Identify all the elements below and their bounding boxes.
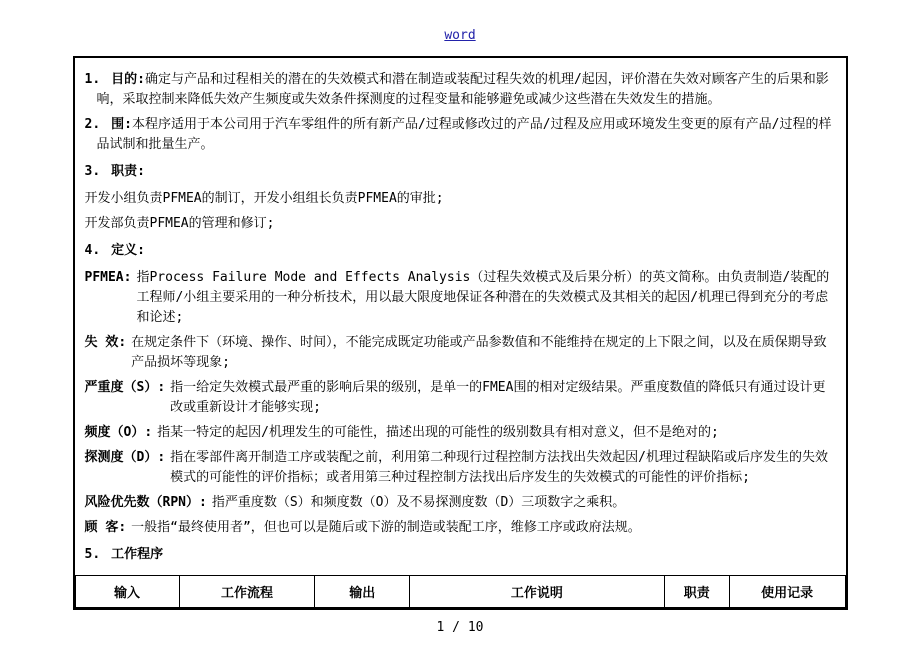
definition-severity: [75, 378, 846, 418]
table-header-work-description: 工作说明: [410, 576, 664, 608]
definition-occurrence-text: 指某一特定的起因/机理发生的可能性，描述出现的可能性的级别数具有相对意义，但不是绝对的;: [157, 425, 719, 440]
section-3-line-2: 开发部负责PFMEA的管理和修订;: [84, 216, 275, 231]
section-2-label: 围:: [111, 117, 132, 132]
definition-detection-term: 探测度（D）:: [84, 450, 166, 465]
section-1-purpose: [75, 70, 846, 110]
section-3-heading: [75, 162, 846, 182]
definition-failure: [75, 333, 846, 373]
table-header-workflow: 工作流程: [179, 576, 315, 608]
definition-failure-term: 失 效:: [84, 335, 127, 350]
work-procedure-table: [75, 575, 846, 608]
definition-rpn-term: 风险优先数（RPN）:: [84, 495, 207, 510]
section-4-heading: [75, 241, 846, 261]
section-1-number: 1.: [84, 72, 101, 87]
table-header-row: [75, 576, 845, 608]
section-2-scope: [75, 115, 846, 155]
definition-occurrence: [75, 423, 846, 443]
table-header-output: 输出: [315, 576, 410, 608]
section-2-text: 本程序适用于本公司用于汽车零组件的所有新产品/过程或修改过的产品/过程及应用或环境发生变更的原有产品/过程的样品试制和批量生产。: [96, 117, 832, 152]
section-3-number: 3.: [84, 164, 101, 179]
header: [0, 0, 920, 43]
definition-severity-text: 指一给定失效模式最严重的影响后果的级别，是单一的FMEA围的相对定级结果。严重度数值的降低只有通过设计更改或重新设计才能够实现;: [170, 380, 826, 415]
section-5-heading: [75, 545, 846, 565]
section-2-number: 2.: [84, 117, 101, 132]
section-5-label: 工作程序: [111, 547, 164, 562]
document-frame: [73, 56, 848, 610]
definition-customer: [75, 518, 846, 538]
section-1-text: 确定与产品和过程相关的潜在的失效模式和潜在制造或装配过程失效的机理/起因，评价潜在失效对顾客产生的后果和影响，采取控制来降低失效产生频度或失效条件探测度的过程变量和能够避免或减少这些潜在失效发生的措施。: [96, 72, 829, 107]
definition-rpn-text: 指严重度数（S）和频度数（O）及不易探测度数（D）三项数字之乘积。: [211, 495, 626, 510]
section-4-label: 定义:: [111, 243, 145, 258]
definition-customer-term: 顾 客:: [84, 520, 127, 535]
section-3-line-1: 开发小组负责PFMEA的制订，开发小组组长负责PFMEA的审批;: [84, 191, 444, 206]
table-header-input: 输入: [75, 576, 179, 608]
definition-rpn: [75, 493, 846, 513]
section-1-label: 目的:: [111, 72, 145, 87]
definition-failure-text: 在规定条件下（环境、操作、时间），不能完成既定功能或产品参数值和不能维持在规定的上下限之间，以及在质保期导致产品损坏等现象;: [131, 335, 827, 370]
definition-detection: [75, 448, 846, 488]
table-header-responsibility: 职责: [664, 576, 729, 608]
definition-customer-text: 一般指“最终使用者”，但也可以是随后或下游的制造或装配工序，维修工序或政府法规。: [131, 520, 641, 535]
page-number: 1 / 10: [436, 620, 484, 635]
section-3-label: 职责:: [111, 164, 145, 179]
section-4-number: 4.: [84, 243, 101, 258]
section-5-number: 5.: [84, 547, 101, 562]
definition-severity-term: 严重度（S）:: [84, 380, 166, 395]
table-header-records: 使用记录: [729, 576, 845, 608]
definition-pfmea-term: PFMEA:: [84, 270, 132, 285]
definition-occurrence-term: 频度（O）:: [84, 425, 153, 440]
definition-pfmea: [75, 268, 846, 328]
definition-pfmea-text: 指Process Failure Mode and Effects Analysis（过程失效模式及后果分析）的英文简称。由负责制造/装配的工程师/小组主要采用的一种分析技术，用以最大限度地保证各种潜在的失效模式及其相关的起因/机理已得到充分的考虑和论述;: [136, 270, 830, 325]
word-link[interactable]: word: [444, 28, 476, 43]
definition-detection-text: 指在零部件离开制造工序或装配之前，利用第二种现行过程控制方法找出失效起因/机理过程缺陷或后序发生的失效模式的可能性的评价指标；或者用第三种过程控制方法找出后序发生的失效模式的可能性的评价指标;: [170, 450, 828, 485]
